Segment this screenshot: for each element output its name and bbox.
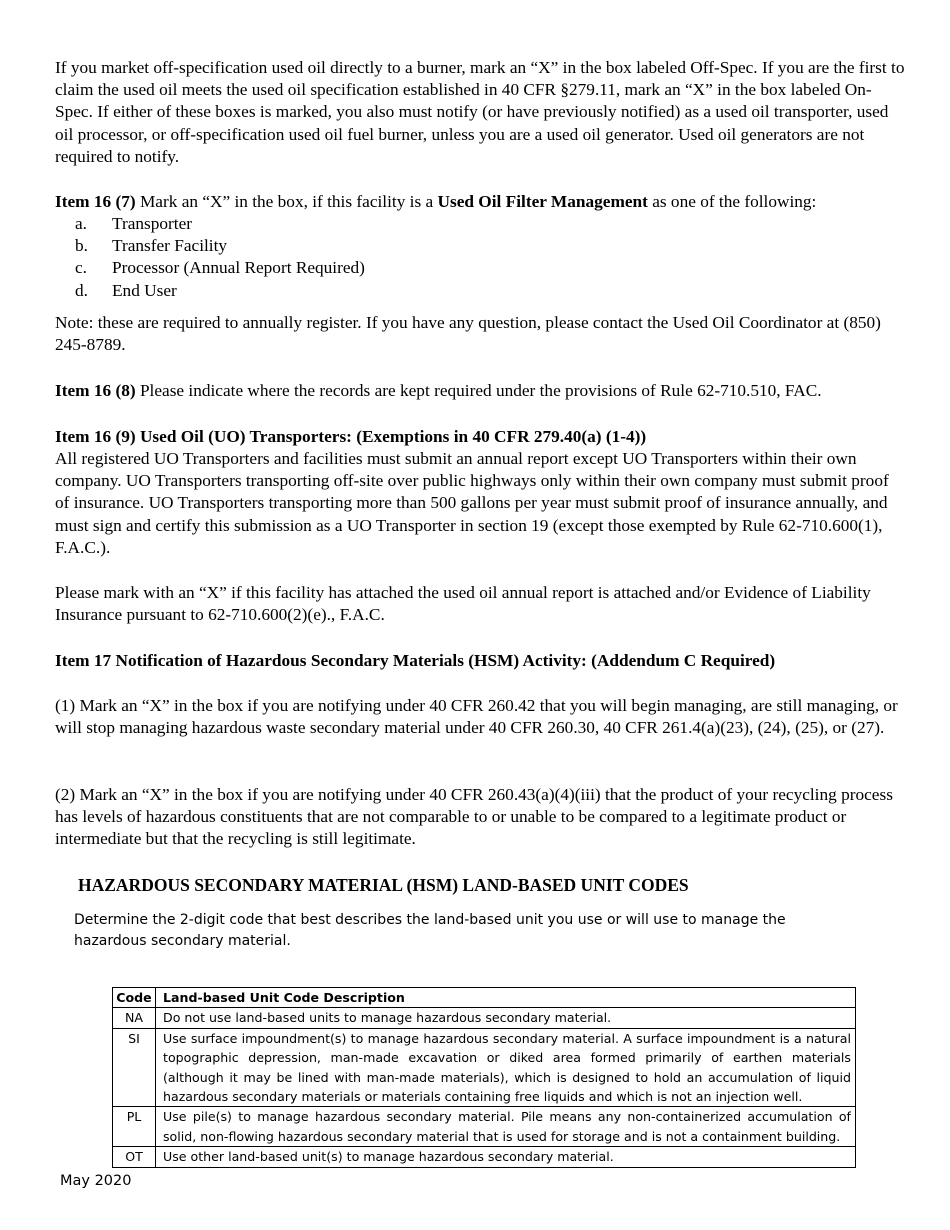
list-letter: c. [75, 258, 87, 278]
table-row [113, 1107, 856, 1147]
item-16-7-text-after: as one of the following: [647, 192, 817, 211]
item-16-8-label: Item 16 (8) [55, 381, 136, 400]
item-17-heading: Item 17 Notification of Hazardous Secondary Materials (HSM) Activity: (Addendum C Required) [55, 651, 776, 670]
table-row [113, 1147, 856, 1167]
offspec-paragraph: If you market off-specification used oil directly to a burner, mark an “X” in the box labeled Off-Spec. If you are the first to claim the used oil meets the used oil specification established in 40 CFR §279.11, mark an “X” in the box labeled On-Spec. If either of these boxes is marked, you also must notify (or have previously notified) as a used oil transporter, used oil processor, or off-specification used oil fuel burner, unless you are a used oil generator. Used oil generators are not required to notify. [55, 58, 905, 166]
list-text: Transporter [112, 214, 193, 233]
column-header-code: Code [113, 988, 156, 1008]
list-item [55, 280, 905, 302]
list-letter: b. [75, 236, 88, 256]
cell-code: PL [113, 1107, 156, 1147]
item-16-8-paragraph [55, 380, 905, 402]
list-text: Processor (Annual Report Required) [112, 258, 365, 278]
cell-description: Use surface impoundment(s) to manage hazardous secondary material. A surface impoundment is a natural topographic depression, man-made excavation or diked area formed primarily of earthen materials (although it may be lined with man-made materials), which is designed to hold an accumulation of liquid hazardous secondary materials or materials containing free liquids and which is not an injection well. [156, 1028, 856, 1107]
column-header-description: Land-based Unit Code Description [156, 988, 856, 1008]
item-16-7-note: Note: these are required to annually register. If you have any question, please contact the Used Oil Coordinator at (850) 245-8789. [55, 313, 881, 355]
cell-code: SI [113, 1028, 156, 1107]
item-16-9-body: All registered UO Transporters and facilities must submit an annual report except UO Transporters within their own company. UO Transporters transporting off-site over public highways only within their own company must submit proof of insurance. UO Transporters transporting more than 500 gallons per year must submit proof of insurance annually, and must sign and certify this submission as a UO Transporter in section 19 (except those exempted by Rule 62-710.600(1), F.A.C.). [55, 449, 889, 557]
list-item [55, 257, 905, 279]
item-16-9-mark: Please mark with an “X” if this facility has attached the used oil annual report is attached and/or Evidence of Liability Insurance pursuant to 62-710.600(2)(e)., F.A.C. [55, 583, 871, 625]
page-footer-date: May 2020 [60, 1173, 132, 1189]
item-17-paragraph-2: (2) Mark an “X” in the box if you are notifying under 40 CFR 260.43(a)(4)(iii) that the product of your recycling process has levels of hazardous constituents that are not comparable to or unable to be compared to a legitimate product or intermediate but that the recycling is still legitimate. [55, 785, 893, 849]
table-row [113, 1008, 856, 1028]
item-16-7-bold: Used Oil Filter Management [437, 192, 648, 211]
cell-code: NA [113, 1008, 156, 1028]
hsm-section-title: HAZARDOUS SECONDARY MATERIAL (HSM) LAND-BASED UNIT CODES [78, 875, 689, 895]
cell-description: Use pile(s) to manage hazardous secondary material. Pile means any non-containerized accumulation of solid, non-flowing hazardous secondary material that is used for storage and is not a containment building. [156, 1107, 856, 1147]
item-16-7-label: Item 16 (7) [55, 192, 136, 211]
list-item [55, 235, 905, 257]
used-oil-filter-list [55, 213, 905, 302]
item-16-7-paragraph [55, 191, 905, 213]
item-16-7-text-before: Mark an “X” in the box, if this facility is a [135, 192, 438, 211]
list-item [55, 213, 905, 235]
item-17-paragraph-1: (1) Mark an “X” in the box if you are notifying under 40 CFR 260.42 that you will begin managing, are still managing, or will stop managing hazardous waste secondary material under 40 CFR 260.30, 40 CFR 261.4(a)(23), (24), (25), or (27). [55, 696, 898, 738]
table-header-row [113, 988, 856, 1008]
list-letter: a. [75, 214, 87, 233]
list-text: End User [112, 280, 177, 300]
hsm-section-description: Determine the 2-digit code that best describes the land-based unit you use or will use to manage the hazardous secondary material. [74, 912, 786, 949]
item-16-8-text: Please indicate where the records are kept required under the provisions of Rule 62-710.510, FAC. [135, 381, 822, 400]
table-row [113, 1028, 856, 1107]
item-16-9-heading: Item 16 (9) Used Oil (UO) Transporters: (Exemptions in 40 CFR 279.40(a) (1-4)) [55, 427, 647, 446]
list-letter: d. [75, 280, 88, 300]
cell-description: Do not use land-based units to manage hazardous secondary material. [156, 1008, 856, 1028]
cell-description: Use other land-based unit(s) to manage hazardous secondary material. [156, 1147, 856, 1167]
list-text: Transfer Facility [112, 236, 228, 256]
cell-code: OT [113, 1147, 156, 1167]
hsm-code-table [112, 987, 856, 1168]
